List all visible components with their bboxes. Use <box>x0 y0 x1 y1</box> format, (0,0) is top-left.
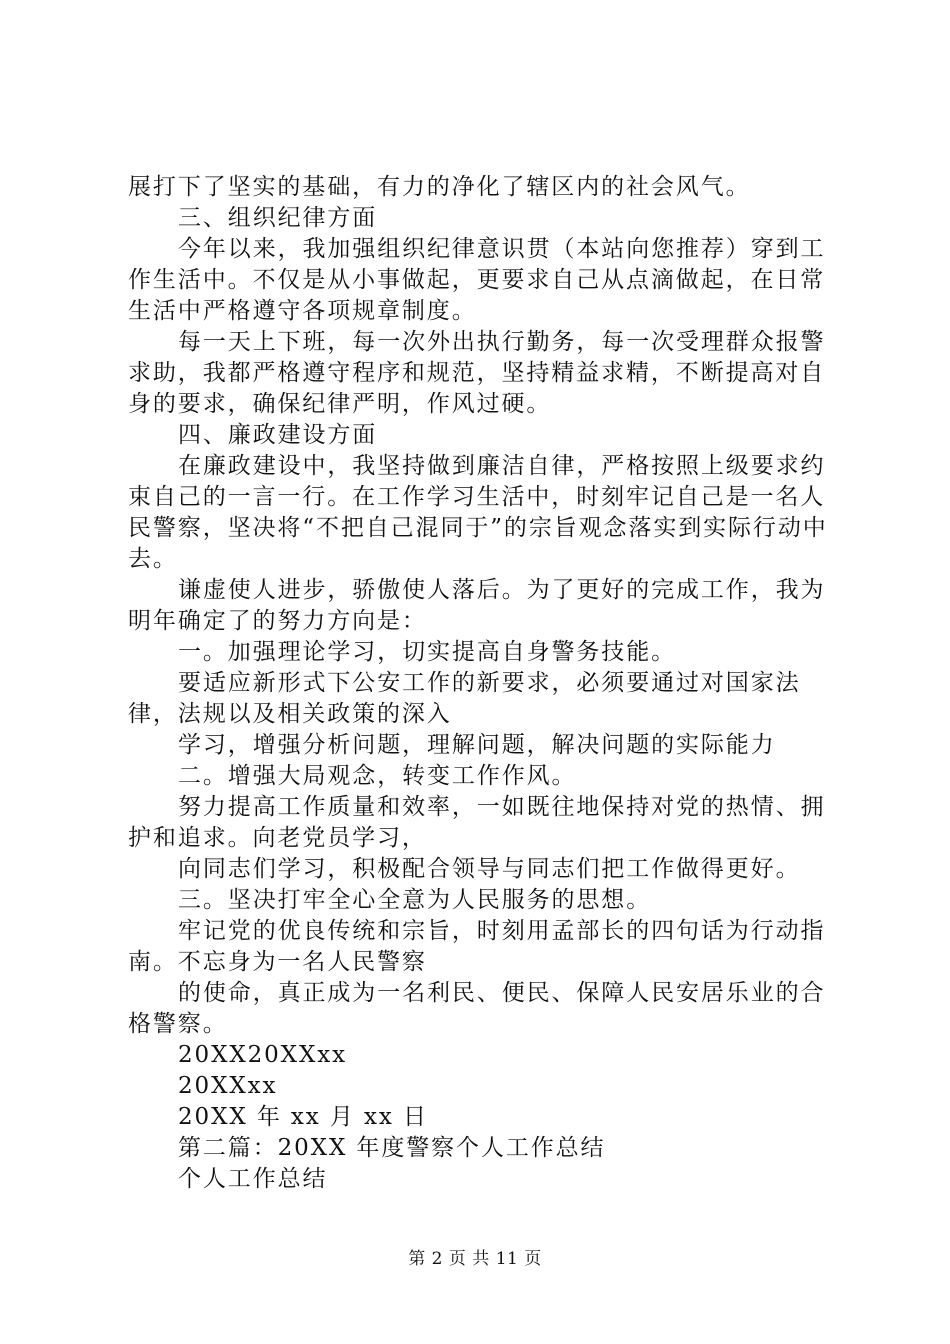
paragraph: 牢记党的优良传统和宗旨，时刻用孟部长的四句话为行动指南。不忘身为一名人民警察 <box>128 918 826 975</box>
document-body <box>128 172 834 1195</box>
list-item-heading: 二。增强大局观念，转变工作作风。 <box>178 763 577 789</box>
list-item-heading: 一。加强理论学习，切实提高自身警务技能。 <box>178 639 676 665</box>
sub-title: 个人工作总结 <box>178 1166 328 1192</box>
date-placeholder: 20XX20XXxx <box>178 1042 347 1068</box>
paragraph: 努力提高工作质量和效率，一如既往地保持对党的热情、拥护和追求。向老党员学习， <box>128 794 826 851</box>
chapter-title: 第二篇：20XX 年度警察个人工作总结 <box>178 1135 606 1161</box>
paragraph: 谦虚使人进步，骄傲使人落后。为了更好的完成工作，我为明年确定了的努力方向是： <box>128 577 826 634</box>
section-heading: 四、廉政建设方面 <box>178 422 378 448</box>
paragraph: 要适应新形式下公安工作的新要求，必须要通过对国家法律，法规以及相关政策的深入 <box>128 670 801 727</box>
page-number-footer: 第 2 页 共 11 页 <box>408 1249 542 1269</box>
date-placeholder: 20XXxx <box>178 1073 278 1099</box>
list-item-heading: 三。坚决打牢全心全意为人民服务的思想。 <box>178 887 652 913</box>
paragraph: 向同志们学习，积极配合领导与同志们把工作做得更好。 <box>178 856 801 882</box>
paragraph: 每一天上下班，每一次外出执行勤务，每一次受理群众报警求助，我都严格遵守程序和规范，坚持精益求精，不断提高对自身的要求，确保纪律严明，作风过硬。 <box>128 329 826 417</box>
date-line: 20XX 年 xx 月 xx 日 <box>178 1104 428 1130</box>
paragraph: 学习，增强分析问题，理解问题，解决问题的实际能力 <box>178 732 776 758</box>
paragraph: 今年以来，我加强组织纪律意识贯（本站向您推荐）穿到工作生活中。不仅是从小事做起，更要求自己从点滴做起，在日常生活中严格遵守各项规章制度。 <box>128 236 826 324</box>
section-heading: 三、组织纪律方面 <box>178 205 378 231</box>
paragraph: 的使命，真正成为一名利民、便民、保障人民安居乐业的合格警察。 <box>128 980 826 1037</box>
paragraph: 展打下了坚实的基础，有力的净化了辖区内的社会风气。 <box>128 174 751 200</box>
paragraph: 在廉政建设中，我坚持做到廉洁自律，严格按照上级要求约束自己的一言一行。在工作学习生活中，时刻牢记自己是一名人民警察，坚决将“不把自己混同于”的宗旨观念落实到实际行动中去。 <box>128 453 828 572</box>
